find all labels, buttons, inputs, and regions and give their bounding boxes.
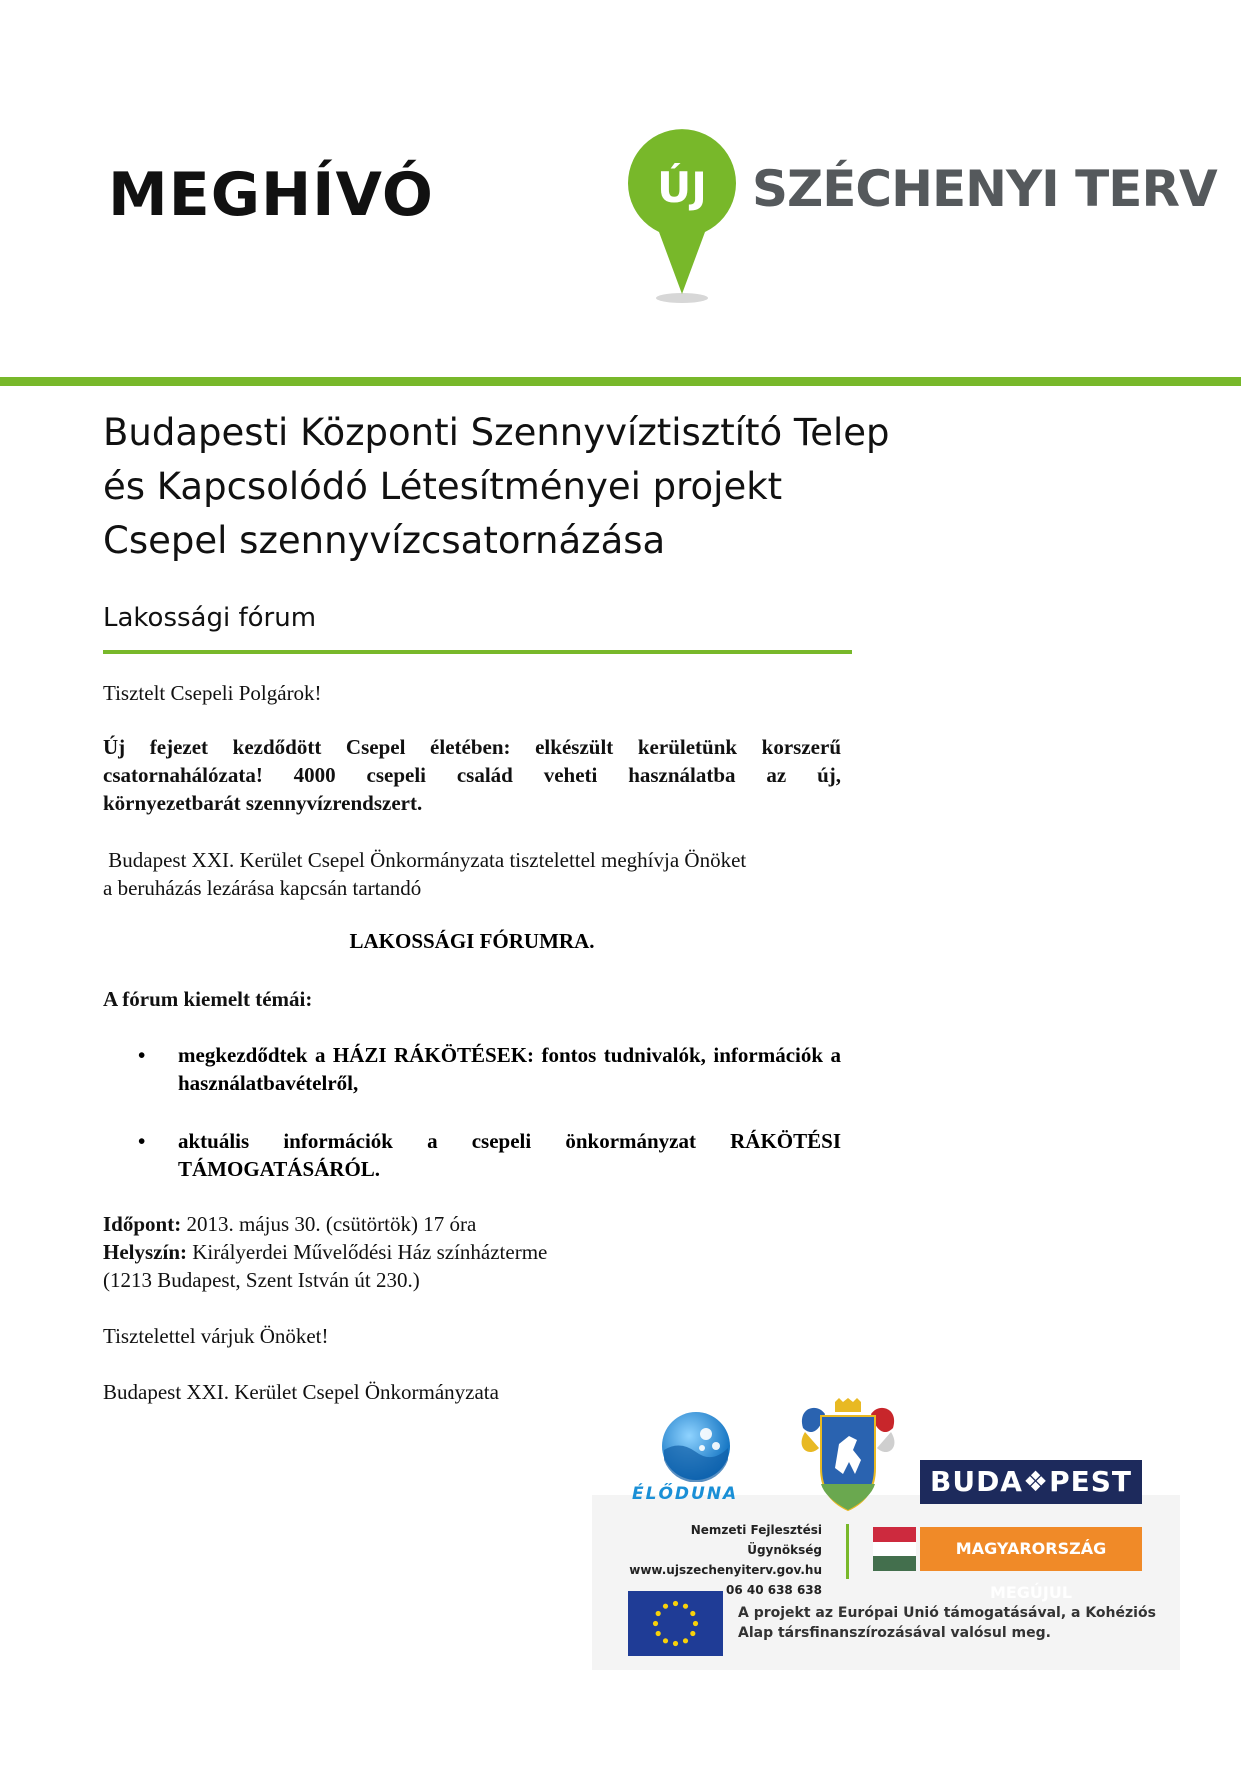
nfu-url: www.ujszechenyiterv.gov.hu (629, 1563, 822, 1577)
logo-wordmark: SZÉCHENYI TERV (752, 160, 1217, 218)
hungarian-flag-icon (873, 1527, 916, 1571)
magyarorszag-megujul-logo: MAGYARORSZÁG MEGÚJUL (920, 1527, 1142, 1571)
eu-star-icon (683, 1604, 688, 1609)
lead-line-3: környezetbarát szennyvízrendszert. (103, 791, 423, 815)
nfu-contact-block (626, 1520, 822, 1600)
topic-list-item (140, 1127, 841, 1183)
eloduna-drop-icon (660, 1410, 732, 1482)
topic-text: megkezdődtek a HÁZI RÁKÖTÉSEK: fontos tudnivalók, információk a használatbavételről, (178, 1043, 841, 1095)
uj-szechenyi-pin-logo (625, 128, 740, 308)
lead-line-2: csatornahálózata! 4000 csepeli család veheti használatba az új, (103, 763, 841, 787)
eu-star-icon (673, 1601, 678, 1606)
closing-line: Tisztelettel várjuk Önöket! (103, 1324, 329, 1348)
place-value: Királyerdei Művelődési Ház színházterme (187, 1240, 548, 1264)
project-title-line-2: és Kapcsolódó Létesítményei projekt (103, 465, 783, 508)
eu-star-icon (683, 1638, 688, 1643)
project-title-line-1: Budapesti Központi Szennyvíztisztító Telep (103, 411, 890, 454)
invitation-paragraph (103, 846, 841, 902)
eu-star-icon (656, 1631, 661, 1636)
eu-star-icon (690, 1631, 695, 1636)
eu-star-icon (663, 1604, 668, 1609)
time-label: Időpont: (103, 1212, 182, 1236)
eu-star-icon (690, 1611, 695, 1616)
event-address: (1213 Budapest, Szent István út 230.) (103, 1268, 420, 1292)
eu-star-icon (673, 1641, 678, 1646)
eu-star-icon (656, 1611, 661, 1616)
eu-flag-icon (628, 1591, 723, 1656)
subtitle-divider (103, 650, 852, 654)
signature: Budapest XXI. Kerület Csepel Önkormányzata (103, 1380, 499, 1404)
footer-divider (846, 1524, 849, 1579)
csepel-coat-of-arms-icon (795, 1398, 901, 1514)
nfu-phone: 06 40 638 638 (725, 1583, 822, 1597)
eu-note-line-2: Alap társfinanszírozásával valósul meg. (738, 1625, 1051, 1641)
header-divider (0, 377, 1241, 386)
subtitle: Lakossági fórum (103, 603, 317, 633)
place-label: Helyszín: (103, 1240, 187, 1264)
eu-star-icon (693, 1621, 698, 1626)
event-time (103, 1210, 841, 1238)
invite-line-2: a beruházás lezárása kapcsán tartandó (103, 876, 422, 900)
eloduna-wordmark: ÉLŐDUNA (632, 1484, 739, 1504)
eu-funding-note (738, 1603, 1156, 1643)
topic-list-item (140, 1041, 841, 1097)
project-title-line-3: Csepel szennyvízcsatornázása (103, 519, 666, 562)
nfu-name: Nemzeti Fejlesztési Ügynökség (690, 1523, 822, 1557)
bullet-icon: • (138, 1043, 146, 1067)
budapest-logo: BUDA❖PEST (920, 1460, 1142, 1504)
lead-paragraph (103, 733, 841, 817)
logo-badge-text: ÚJ (657, 163, 707, 212)
forum-call: LAKOSSÁGI FÓRUMRA. (349, 929, 595, 953)
invite-line-1: Budapest XXI. Kerület Csepel Önkormányzata tisztelettel meghívja Önöket (103, 848, 747, 872)
project-title (103, 406, 890, 568)
time-value: 2013. május 30. (csütörtök) 17 óra (181, 1212, 477, 1236)
event-place (103, 1238, 841, 1266)
eu-star-icon (653, 1621, 658, 1626)
eu-star-icon (663, 1638, 668, 1643)
topics-heading: A fórum kiemelt témái: (103, 987, 313, 1011)
event-details (103, 1210, 841, 1294)
eu-note-line-1: A projekt az Európai Unió támogatásával, a Kohéziós (738, 1605, 1156, 1621)
page-title: MEGHÍVÓ (108, 160, 434, 230)
bullet-icon: • (138, 1129, 146, 1153)
greeting: Tisztelt Csepeli Polgárok! (103, 681, 322, 705)
lead-line-1: Új fejezet kezdődött Csepel életében: elkészült kerületünk korszerű (103, 735, 841, 759)
topic-text: aktuális információk a csepeli önkormányzat RÁKÖTÉSI TÁMOGATÁSÁRÓL. (178, 1129, 841, 1181)
